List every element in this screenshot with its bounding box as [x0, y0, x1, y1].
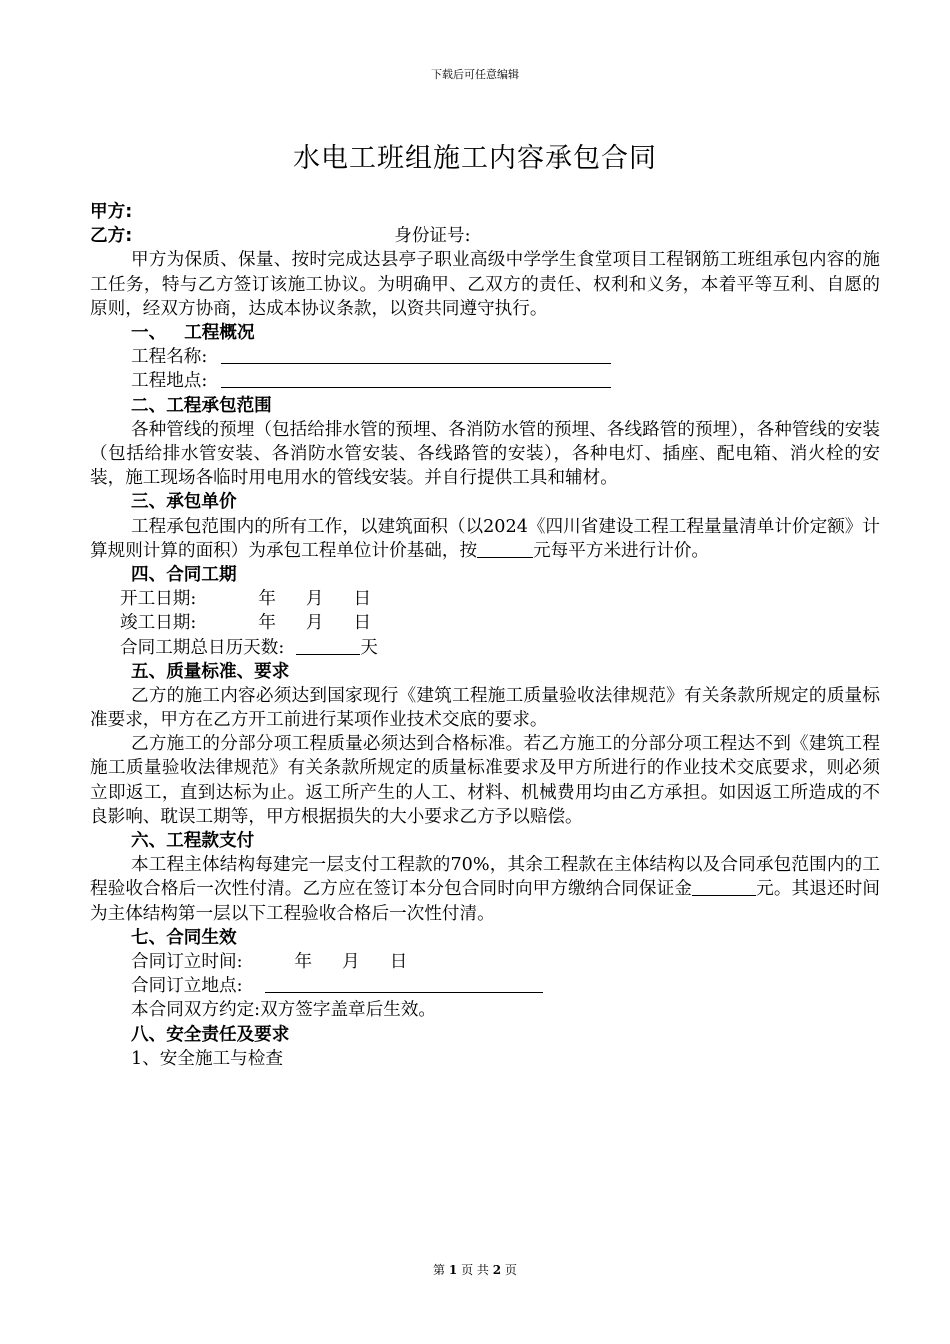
total-days-line: 合同工期总日历天数: 天: [120, 637, 378, 658]
party-a-label: 甲方:: [90, 202, 133, 222]
sign-place-line: [90, 974, 880, 998]
end-date-line: 竣工日期: 年 月 日: [120, 613, 372, 634]
sign-time-label: 合同订立时间:: [131, 952, 243, 973]
project-name-blank[interactable]: [221, 345, 611, 364]
section-2-heading: 二、工程承包范围: [131, 395, 272, 416]
effect-line: 本合同双方约定:双方签字盖章后生效。: [131, 1000, 437, 1021]
section-5-heading: 五、质量标准、要求: [131, 661, 290, 682]
project-site-line: [90, 369, 880, 393]
current-page: 1: [448, 1263, 458, 1277]
header-note: 下载后可任意编辑: [431, 68, 519, 81]
sign-place-label: 合同订立地点:: [131, 976, 243, 997]
end-date-label: 竣工日期:: [120, 613, 197, 634]
project-name-line: [90, 345, 880, 369]
section-3-heading: 三、承包单价: [131, 492, 237, 513]
total-days-label: 合同工期总日历天数:: [120, 637, 285, 658]
section-8-item-1: 1、安全施工与检查: [131, 1048, 283, 1069]
section-5-paragraph-2: 乙方施工的分部分项工程质量必须达到合格标准。若乙方施工的分部分项工程达不到《建筑工程施工质量验收法律规范》有关条款所规定的质量标准要求及甲方所进行的作业技术交底要求，则必须立即返工，直到达标为止。返工所产生的人工、材料、机械费用均由乙方承担。如因返工所造成的不良影响、耽误工期等，甲方根据损失的大小要求乙方予以赔偿。: [90, 734, 880, 827]
project-site-blank[interactable]: [221, 369, 611, 388]
section-6-text: 本工程主体结构每建完一层支付工程款的70%，其余工程款在主体结构以及合同承包范围内的工程验收合格后一次性付清。乙方应在签订本分包合同时向甲方缴纳合同保证金 元。其退还时间为主体结构第一层以下工程验收合格后一次性付清。: [90, 855, 880, 924]
section-2-text: 各种管线的预埋（包括给排水管的预埋、各消防水管的预埋、各线路管的预埋），各种管线的安装（包括给排水管安装、各消防水管安装、各线路管的安装），各种电灯、插座、配电箱、消火栓的安装，施工现场各临时用电用水的管线安装。并自行提供工具和辅材。: [90, 419, 880, 489]
project-name-label: 工程名称:: [131, 347, 208, 368]
section-6-heading: 六、工程款支付: [131, 831, 255, 852]
total-days-blank[interactable]: [296, 636, 360, 655]
section-5-paragraph-1: 乙方的施工内容必须达到国家现行《建筑工程施工质量验收法律规范》有关条款所规定的质量标准要求，甲方在乙方开工前进行某项作业技术交底的要求。: [90, 685, 880, 731]
section-7-heading: 七、合同生效: [131, 927, 237, 948]
party-b-line: [90, 224, 880, 248]
sign-time-line: 合同订立时间: 年 月 日: [131, 952, 408, 973]
id-number-label: 身份证号:: [394, 226, 471, 247]
section-4-heading: 四、合同工期: [131, 564, 237, 585]
unit-price-blank[interactable]: [477, 539, 533, 558]
sign-place-blank[interactable]: [265, 974, 543, 993]
project-site-label: 工程地点:: [131, 371, 208, 392]
deposit-blank[interactable]: [692, 877, 756, 896]
start-date-line: 开工日期: 年 月 日: [120, 589, 372, 610]
intro-paragraph: 甲方为保质、保量、按时完成达县亭子职业高级中学学生食堂项目工程钢筋工班组承包内容的施工任务，特与乙方签订该施工协议。为明确甲、乙双方的责任、权利和义务，本着平等互利、自愿的原则，经双方协商，达成本协议条款，以资共同遵守执行。: [90, 250, 880, 319]
start-date-label: 开工日期:: [120, 589, 197, 610]
document-body: [90, 200, 880, 1071]
section-1-heading: 一、 工程概况: [131, 322, 255, 343]
section-8-heading: 八、安全责任及要求: [131, 1024, 290, 1045]
page-footer: 第 1 页 共 2 页: [433, 1263, 517, 1277]
party-a-line: [90, 200, 880, 224]
document-title: 水电工班组施工内容承包合同: [293, 143, 657, 174]
party-b-label: 乙方:: [90, 226, 133, 247]
total-pages: 2: [492, 1263, 502, 1277]
section-3-text: 工程承包范围内的所有工作，以建筑面积（以2024《四川省建设工程工程量量清单计价定额》计算规则计算的面积）为承包工程单位计价基础，按 元每平方米进行计价。: [90, 516, 880, 561]
